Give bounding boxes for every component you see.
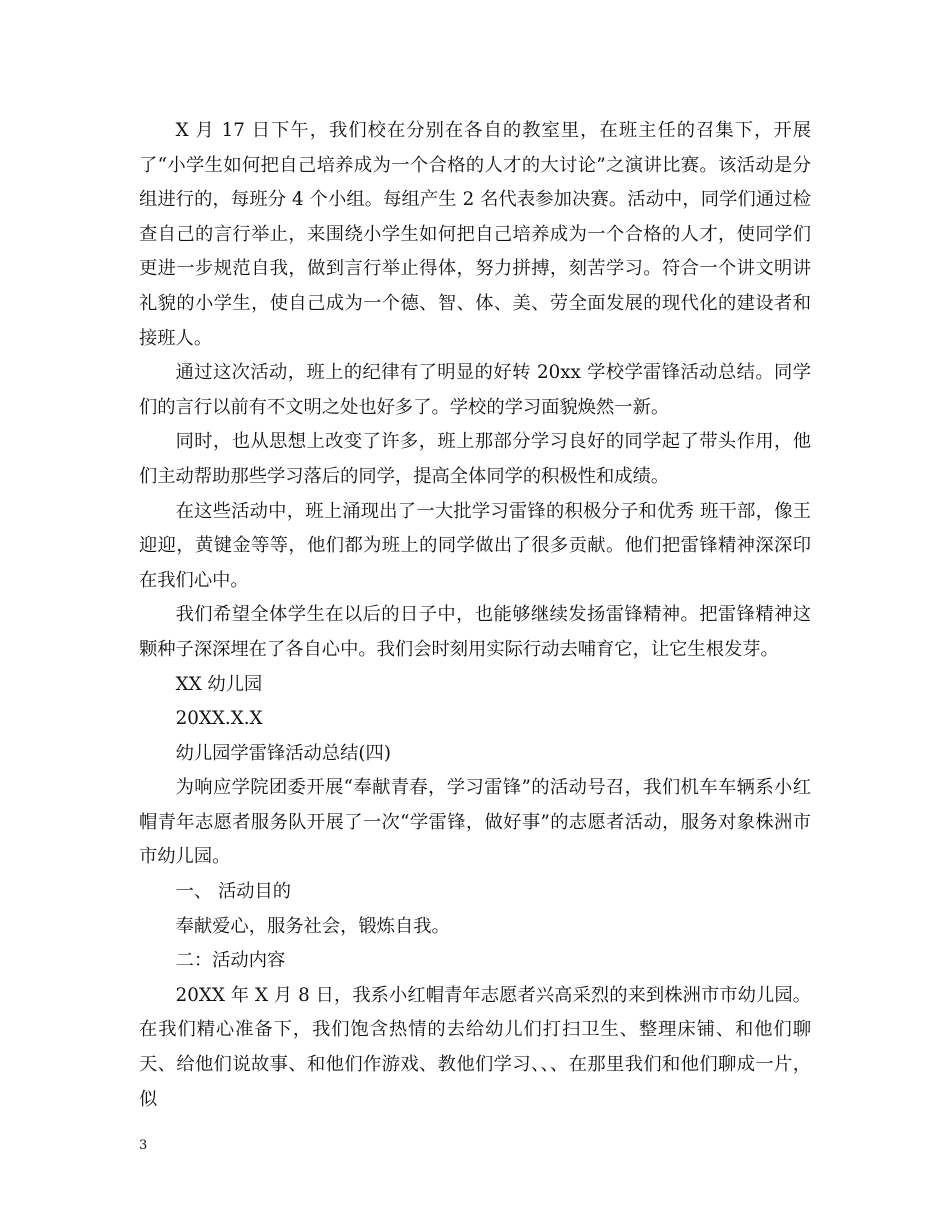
- section-title: 幼儿园学雷锋活动总结(四): [175, 742, 391, 764]
- paragraph-activity-description: X 月 17 日下午，我们校在分别在各自的教室里，在班主任的召集下，开展了“小学生如何把自己培养成为一个合格的人才的大讨论”之演讲比赛。该活动是分组进行的，每班分 4 个小组。每组产生 2 名代表参加决赛。活动中，同学们通过检查自己的言行举止，来围绕小学生如何把自己培养成为一个合格的人才，使同学们更进一步规范自我，做到言行举止得体，努力拼搏，刻苦学习。符合一个讲文明讲礼貌的小学生，使自己成为一个德、智、体、美、劳全面发展的现代化的建设者和接班人。: [139, 120, 811, 349]
- paragraph-hope: 我们希望全体学生在以后的日子中，也能够继续发扬雷锋精神。把雷锋精神这颗种子深深埋在了各自心中。我们会时刻用实际行动去哺育它，让它生根发芽。: [139, 604, 811, 660]
- heading-activity-purpose: 一、 活动目的: [175, 881, 292, 903]
- signature-kindergarten: XX 幼儿园: [175, 673, 263, 695]
- paragraph-discipline-improvement: 通过这次活动，班上的纪律有了明显的好转 20xx 学校学雷锋活动总结。同学们的言行以前有不文明之处也好多了。学校的学习面貌焕然一新。: [139, 362, 811, 418]
- paragraph-activity-content: 20XX 年 X 月 8 日，我系小红帽青年志愿者兴高采烈的来到株洲市市幼儿园。在我们精心准备下，我们饱含热情的去给幼儿们打扫卫生、整理床铺、和他们聊天、给他们说故事、和他们作游戏、教他们学习、、、在那里我们和他们聊成一片，似: [139, 984, 811, 1110]
- heading-activity-content: 二：活动内容: [175, 950, 286, 972]
- page-number: 3: [139, 1138, 148, 1153]
- document-body: [139, 114, 811, 1117]
- paragraph-active-members: 在这些活动中，班上涌现出了一大批学习雷锋的积极分子和优秀 班干部，像王迎迎，黄键金等等，他们都为班上的同学做出了很多贡献。他们把雷锋精神深深印在我们心中。: [139, 500, 811, 591]
- signature-date: 20XX.X.X: [175, 708, 263, 730]
- paragraph-thinking-change: 同时，也从思想上改变了许多，班上那部分学习良好的同学起了带头作用，他们主动帮助那些学习落后的同学，提高全体同学的积极性和成绩。: [139, 431, 811, 487]
- paragraph-volunteer-activity: 为响应学院团委开展“奉献青春，学习雷锋”的活动号召，我们机车车辆系小红帽青年志愿者服务队开展了一次“学雷锋，做好事”的志愿者活动，服务对象株洲市市幼儿园。: [139, 777, 811, 868]
- paragraph-purpose-text: 奉献爱心，服务社会，锻炼自我。: [175, 915, 450, 937]
